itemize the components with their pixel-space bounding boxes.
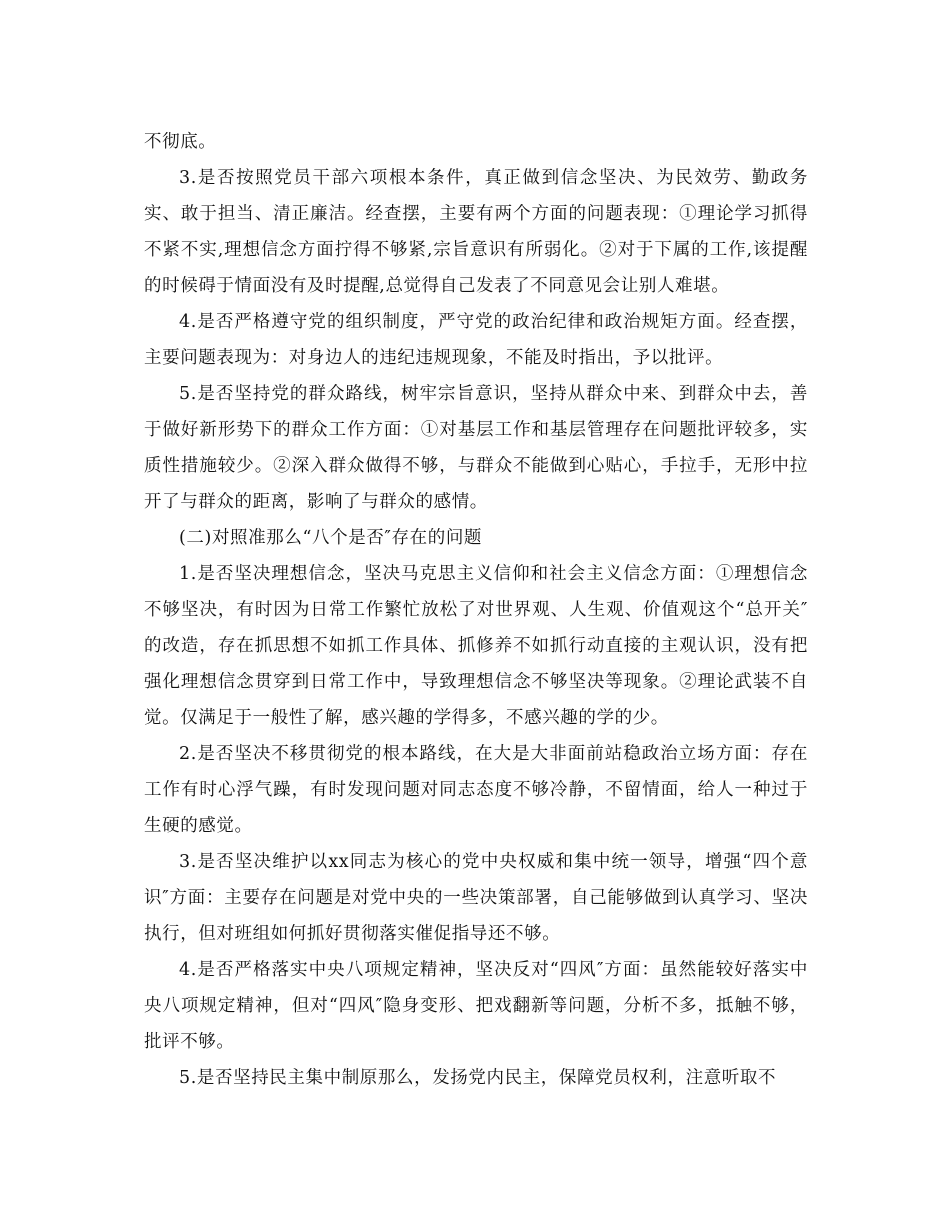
paragraph-item-1-ideals: 1.是否坚决理想信念，坚决马克思主义信仰和社会主义信念方面：①理想信念不够坚决，有时因为日常工作繁忙放松了对世界观、人生观、价值观这个“总开关″的改造，存在抓思想不如抓工作具体、抓修养不如抓行动直接的主观认识，没有把强化理想信念贯穿到日常工作中，导致理想信念不够坚决等现象。②理论武装不自觉。仅满足于一般性了解，感兴趣的学得多，不感兴趣的学的少。 bbox=[144, 564, 808, 728]
paragraph-item-4-eight-rules: 4.是否严格落实中央八项规定精神，坚决反对“四风″方面：虽然能较好落实中央八项规定精神，但对“四风″隐身变形、把戏翻新等问题，分析不多，抵触不够，批评不够。 bbox=[144, 960, 808, 1052]
paragraph-item-3-central-authority: 3.是否坚决维护以xx同志为核心的党中央权威和集中统一领导，增强“四个意识″方面：主要存在问题是对党中央的一些决策部署，自己能够做到认真学习、坚决执行，但对班组如何抓好贯彻落实催促指导还不够。 bbox=[144, 852, 808, 944]
document-body bbox=[144, 124, 808, 1096]
section-heading-eight-whethers: (二)对照准那么“八个是否″存在的问题 bbox=[179, 528, 483, 548]
paragraph-item-4-organization: 4.是否严格遵守党的组织制度，严守党的政治纪律和政治规矩方面。经查摆，主要问题表现为：对身边人的违纪违规现象，不能及时指出，予以批评。 bbox=[144, 312, 808, 368]
paragraph-item-3-six-conditions: 3.是否按照党员干部六项根本条件，真正做到信念坚决、为民效劳、勤政务实、敢于担当、清正廉洁。经查摆，主要有两个方面的问题表现：①理论学习抓得不紧不实,理想信念方面拧得不够紧,宗旨意识有所弱化。②对于下属的工作,该提醒的时候碍于情面没有及时提醒,总觉得自己发表了不同意见会让别人难堪。 bbox=[144, 168, 808, 296]
paragraph-item-5-democratic-centralism: 5.是否坚持民主集中制原那么，发扬党内民主，保障党员权利，注意听取不 bbox=[179, 1068, 777, 1088]
paragraph-continuation: 不彻底。 bbox=[144, 132, 217, 152]
paragraph-item-2-basic-line: 2.是否坚决不移贯彻党的根本路线，在大是大非面前站稳政治立场方面：存在工作有时心浮气躁，有时发现问题对同志态度不够冷静，不留情面，给人一种过于生硬的感觉。 bbox=[144, 744, 808, 836]
paragraph-item-5-mass-line: 5.是否坚持党的群众路线，树牢宗旨意识，坚持从群众中来、到群众中去，善于做好新形势下的群众工作方面：①对基层工作和基层管理存在问题批评较多，实质性措施较少。②深入群众做得不够，与群众不能做到心贴心，手拉手，无形中拉开了与群众的距离，影响了与群众的感情。 bbox=[144, 384, 808, 512]
